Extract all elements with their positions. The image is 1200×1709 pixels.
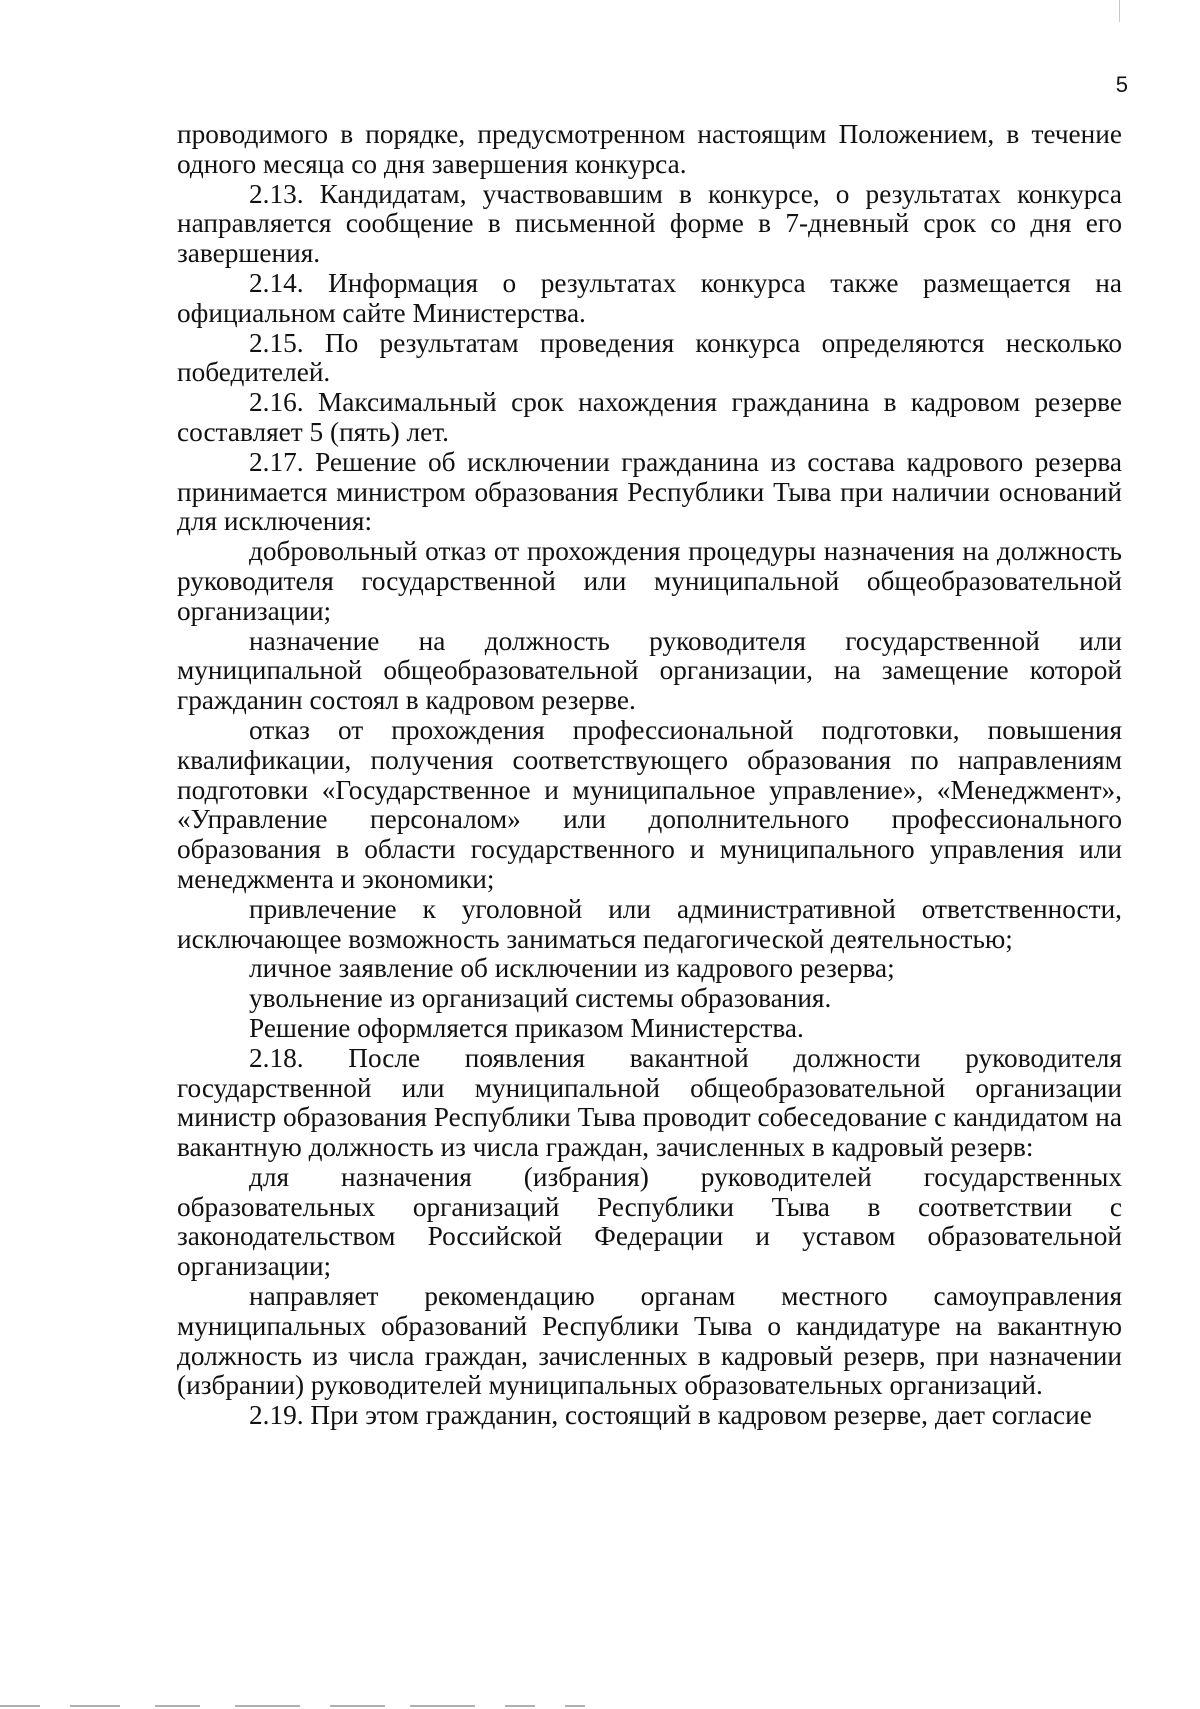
paragraph-2-13: 2.13. Кандидатам, участвовавшим в конкурсе, о результатах конкурса направляется сообщение в письменной форме в 7-дневный срок со дня его завершения. xyxy=(177,178,1122,269)
paragraph-exclusion-reason-2: назначение на должность руководителя государственной или муниципальной общеобразовательной организации, на замещение которой гражданин состоял в кадровом резерве. xyxy=(177,625,1122,716)
paragraph-state-appointment: для назначения (избрания) руководителей государственных образовательных организаций Республики Тыва в соответствии с законодательством Российской Федерации и уставом образовательной организации; xyxy=(177,1161,1122,1282)
paragraph-exclusion-reason-1: добровольный отказ от прохождения процедуры назначения на должность руководителя государственной или муниципальной общеобразовательной организации; xyxy=(177,536,1122,626)
paragraph-exclusion-reason-4: привлечение к уголовной или административной ответственности, исключающее возможность заниматься педагогической деятельностью; xyxy=(177,893,1122,954)
paragraph-municipal-recommendation: направляет рекомендацию органам местного самоуправления муниципальных образований Республики Тыва о кандидатуре на вакантную должность из числа граждан, зачисленных в кадровый резерв, при назначении (избрании) руководителей муниципальных образовательных организаций. xyxy=(177,1281,1122,1401)
paragraph-exclusion-reason-5: личное заявление об исключении из кадрового резерва; xyxy=(249,953,895,984)
paragraph-2-16: 2.16. Максимальный срок нахождения гражданина в кадровом резерве составляет 5 (пять) лет. xyxy=(177,387,1122,447)
paragraph-2-14: 2.14. Информация о результатах конкурса также размещается на официальном сайте Министерства. xyxy=(177,267,1122,328)
paragraph-2-19: 2.19. При этом гражданин, состоящий в кадровом резерве, дает согласие xyxy=(249,1400,1092,1431)
paragraph-continuation: проводимого в порядке, предусмотренном настоящим Положением, в течение одного месяца со дня завершения конкурса. xyxy=(177,119,1122,179)
scan-artifact-top xyxy=(1119,0,1120,22)
page-number: 5 xyxy=(1115,72,1128,97)
scan-artifact-bottom xyxy=(0,1697,1200,1709)
paragraph-2-15: 2.15. По результатам проведения конкурса определяются несколько победителей. xyxy=(177,327,1122,388)
paragraph-exclusion-reason-6: увольнение из организаций системы образования. xyxy=(249,983,832,1014)
paragraph-2-17: 2.17. Решение об исключении гражданина из состава кадрового резерва принимается министром образования Республики Тыва при наличии оснований для исключения: xyxy=(177,446,1122,537)
paragraph-2-18: 2.18. После появления вакантной должности руководителя государственной или муниципальной общеобразовательной организации министр образования Республики Тыва проводит собеседование с кандидатом на вакантную должность из числа граждан, зачисленных в кадровый резерв: xyxy=(177,1042,1122,1163)
paragraph-decision-order: Решение оформляется приказом Министерства. xyxy=(249,1012,804,1043)
document-body xyxy=(177,120,1122,1431)
paragraph-exclusion-reason-3: отказ от прохождения профессиональной подготовки, повышения квалификации, получения соответствующего образования по направлениям подготовки «Государственное и муниципальное управление», «Менеджмент», «Управление персоналом» или дополнительного профессионального образования в области государственного и муниципального управления или менеджмента и экономики; xyxy=(177,714,1122,894)
